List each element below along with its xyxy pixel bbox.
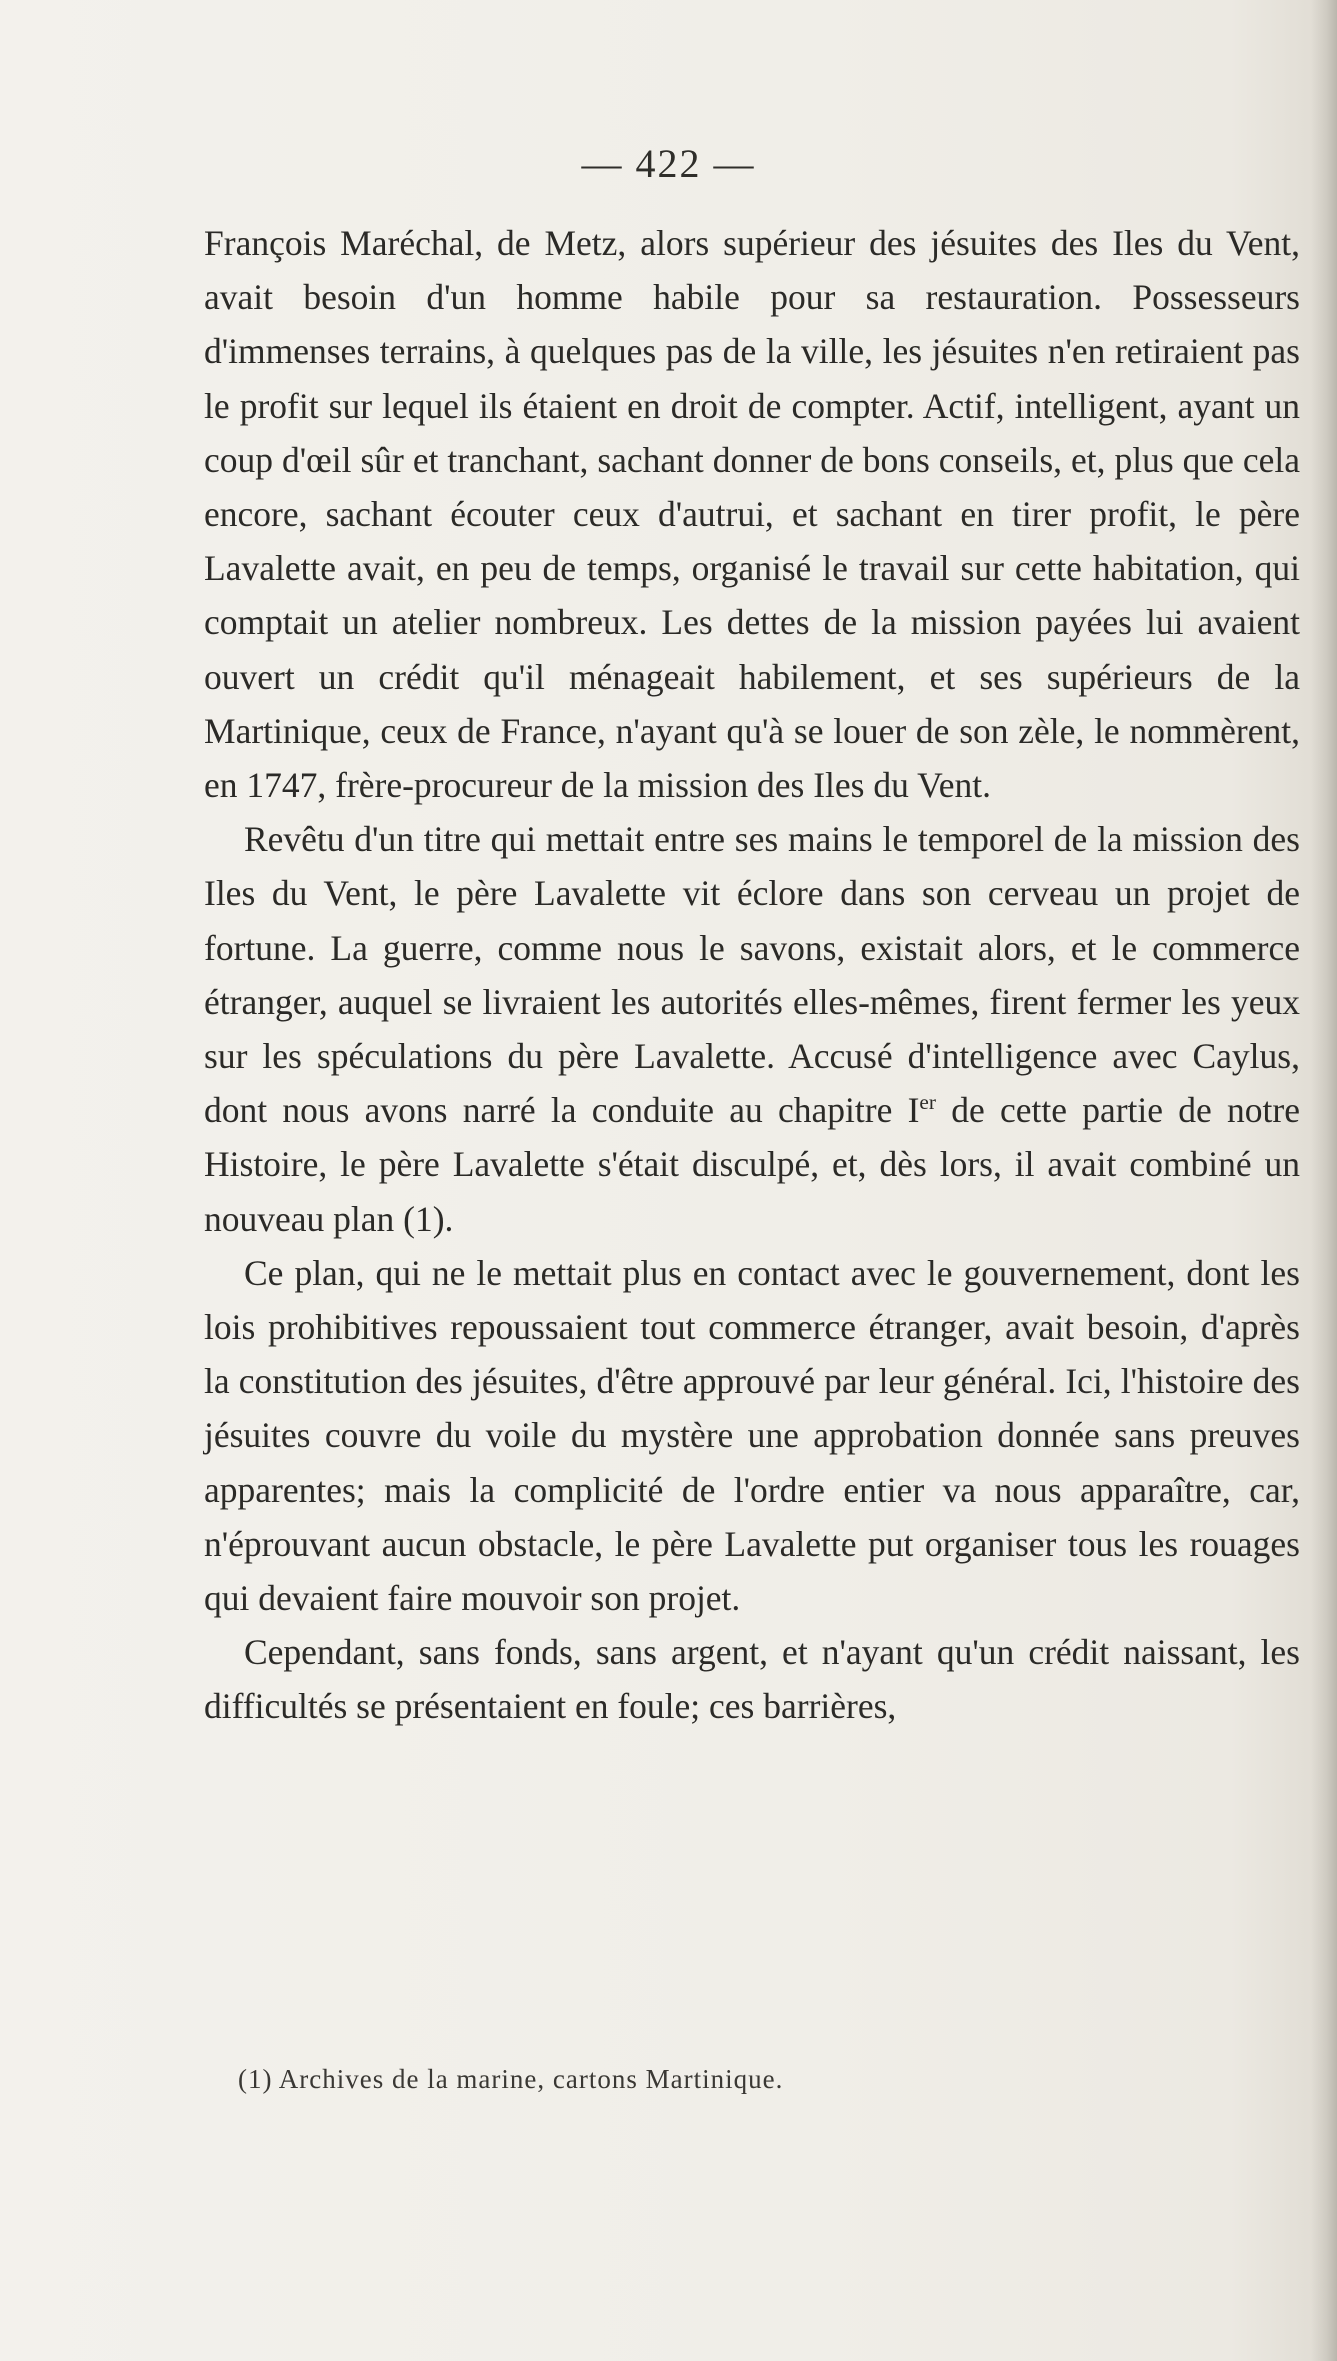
- paragraph-2-text: Revêtu d'un titre qui mettait entre ses mains le temporel de la mission des Iles du Vent, le père Lavalette vit éclore dans son cerveau un projet de fortune. La guerre, comme nous le savons, existait alors, et le commerce étranger, auquel se livraient les autorités elles-mêmes, firent fermer les yeux sur les spéculations du père Lavalette. Accusé d'intelligence avec Caylus, dont nous avons narré la conduite au chapitre I: [204, 819, 1300, 1131]
- paragraph-3: Ce plan, qui ne le mettait plus en contact avec le gouvernement, dont les lois prohibitives repoussaient tout commerce étranger, avait besoin, d'après la constitution des jésuites, d'être approuvé par leur général. Ici, l'histoire des jésuites couvre du voile du mystère une approbation donnée sans preuves apparentes; mais la complicité de l'ordre entier va nous apparaître, car, n'éprouvant aucun obstacle, le père Lavalette put organiser tous les rouages qui devaient faire mouvoir son projet.: [204, 1252, 1300, 1619]
- paragraph-1: François Maréchal, de Metz, alors supérieur des jésuites des Iles du Vent, avait besoin d'un homme habile pour sa restauration. Possesseurs d'immenses terrains, à quelques pas de la ville, les jésuites n'en retiraient pas le profit sur lequel ils étaient en droit de compter. Actif, intelligent, ayant un coup d'œil sûr et tranchant, sachant donner de bons conseils, et, plus que cela encore, sachant écouter ceux d'autrui, et sachant en tirer profit, le père Lavalette avait, en peu de temps, organisé le travail sur cette habitation, qui comptait un atelier nombreux. Les dettes de la mission payées lui avaient ouvert un crédit qu'il ménageait habilement, et ses supérieurs de la Martinique, ceux de France, n'ayant qu'à se louer de son zèle, le nommèrent, en 1747, frère-procureur de la mission des Iles du Vent.: [204, 223, 1300, 806]
- superscript-er: er: [919, 1090, 936, 1115]
- page-edge-shadow: [1311, 0, 1337, 2361]
- body-text: [204, 216, 1300, 1734]
- paragraph-4: Cependant, sans fonds, sans argent, et n'ayant qu'un crédit naissant, les difficultés se présentaient en foule; ces barrières,: [204, 1632, 1300, 1727]
- footnote: (1) Archives de la marine, cartons Martinique.: [238, 2064, 784, 2094]
- paragraph-2: [204, 812, 1300, 1246]
- page-number: — 422 —: [581, 141, 756, 186]
- paragraph-2-text-continued: de cette partie de notre Histoire, le père Lavalette s'était disculpé, et, dès lors, il avait combiné un nouveau plan (1).: [204, 1090, 1300, 1239]
